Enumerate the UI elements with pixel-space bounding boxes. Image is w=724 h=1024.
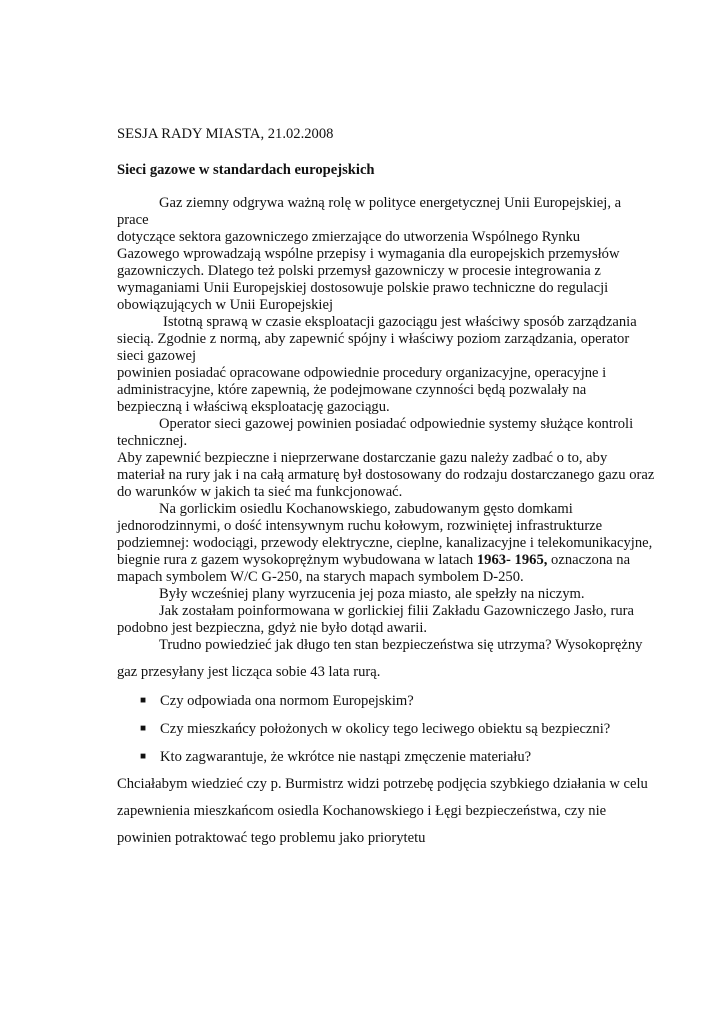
body-line: Operator sieci gazowej powinien posiadać odpowiednie systemy służące kontroli <box>159 416 634 432</box>
closing-line: Chciałabym wiedzieć czy p. Burmistrz widzi potrzebę podjęcia szybkiego działania w celu <box>117 776 648 792</box>
list-item-text: Kto zagwarantuje, że wkrótce nie nastąpi zmęczenie materiału? <box>160 749 532 765</box>
body-line: administracyjne, które zapewnią, że podejmowane czynności będą pozwalały na <box>117 382 587 398</box>
square-bullet-icon: ■ <box>140 695 147 706</box>
body-line: siecią. Zgodnie z normą, aby zapewnić spójny i właściwy poziom zarządzania, operator <box>117 331 630 347</box>
list-item-text: Czy mieszkańcy położonych w okolicy tego leciwego obiektu są bezpieczni? <box>160 721 611 737</box>
body-line: jednorodzinnymi, o dość intensywnym ruchu kołowym, rozwiniętej infrastrukturze <box>117 518 603 534</box>
body-line: dotyczące sektora gazowniczego zmierzające do utworzenia Wspólnego Rynku <box>117 229 581 245</box>
list-item <box>140 748 531 766</box>
closing-line: zapewnienia mieszkańcom osiedla Kochanowskiego i Łęgi bezpieczeństwa, czy nie <box>117 803 607 819</box>
body-line: Trudno powiedzieć jak długo ten stan bezpieczeństwa się utrzyma? Wysokoprężny <box>159 637 643 653</box>
square-bullet-icon: ■ <box>140 723 147 734</box>
square-bullet-icon: ■ <box>140 751 147 762</box>
body-line <box>117 552 630 569</box>
body-line: mapach symbolem W/C G-250, na starych mapach symbolem D-250. <box>117 569 524 585</box>
body-line: technicznej. <box>117 433 188 449</box>
body-line: Istotną sprawą w czasie eksploatacji gazociągu jest właściwy sposób zarządzania <box>163 314 637 330</box>
body-line: powinien posiadać opracowane odpowiednie procedury organizacyjne, operacyjne i <box>117 365 607 381</box>
years-bold: 1963- 1965, <box>476 552 548 568</box>
body-line: Gazowego wprowadzają wspólne przepisy i wymagania dla europejskich przemysłów <box>117 246 620 262</box>
body-line: materiał na rury jak i na całą armaturę był dostosowany do rodzaju dostarczanego gazu oraz <box>117 467 655 483</box>
body-text: oznaczona na <box>547 552 631 568</box>
body-line: do warunków w jakich ta sieć ma funkcjonować. <box>117 484 403 500</box>
document-title: Sieci gazowe w standardach europejskich <box>117 162 375 178</box>
body-line: sieci gazowej <box>117 348 197 364</box>
body-line: gazowniczych. Dlatego też polski przemysł gazowniczy w procesie integrowania z <box>117 263 601 279</box>
body-text: biegnie rura z gazem wysokoprężnym wybudowana w latach <box>117 552 477 568</box>
body-line: bezpieczną i właściwą eksploatację gazociągu. <box>117 399 390 415</box>
body-line: podobno jest bezpieczna, gdyż nie było dotąd awarii. <box>117 620 428 636</box>
body-line: obowiązujących w Unii Europejskiej <box>117 297 334 313</box>
session-header: SESJA RADY MIASTA, 21.02.2008 <box>117 126 334 142</box>
list-item <box>140 720 610 738</box>
list-item <box>140 692 414 710</box>
body-line: prace <box>117 212 149 228</box>
body-line: Były wcześniej plany wyrzucenia jej poza miasto, ale spełzły na niczym. <box>159 586 585 602</box>
body-line: Aby zapewnić bezpieczne i nieprzerwane dostarczanie gazu należy zadbać o to, aby <box>117 450 608 466</box>
body-line: podziemnej: wodociągi, przewody elektryczne, cieplne, kanalizacyjne i telekomunikacyjne, <box>117 535 653 551</box>
body-line: Gaz ziemny odgrywa ważną rolę w polityce energetycznej Unii Europejskiej, a <box>159 195 622 211</box>
list-item-text: Czy odpowiada ona normom Europejskim? <box>160 693 414 709</box>
body-line: gaz przesyłany jest licząca sobie 43 lata rurą. <box>117 664 381 680</box>
body-line: Jak zostałam poinformowana w gorlickiej filii Zakładu Gazowniczego Jasło, rura <box>159 603 634 619</box>
closing-line: powinien potraktować tego problemu jako priorytetu <box>117 830 426 846</box>
body-line: wymaganiami Unii Europejskiej dostosowuje polskie prawo techniczne do regulacji <box>117 280 609 296</box>
body-line: Na gorlickim osiedlu Kochanowskiego, zabudowanym gęsto domkami <box>159 501 573 517</box>
